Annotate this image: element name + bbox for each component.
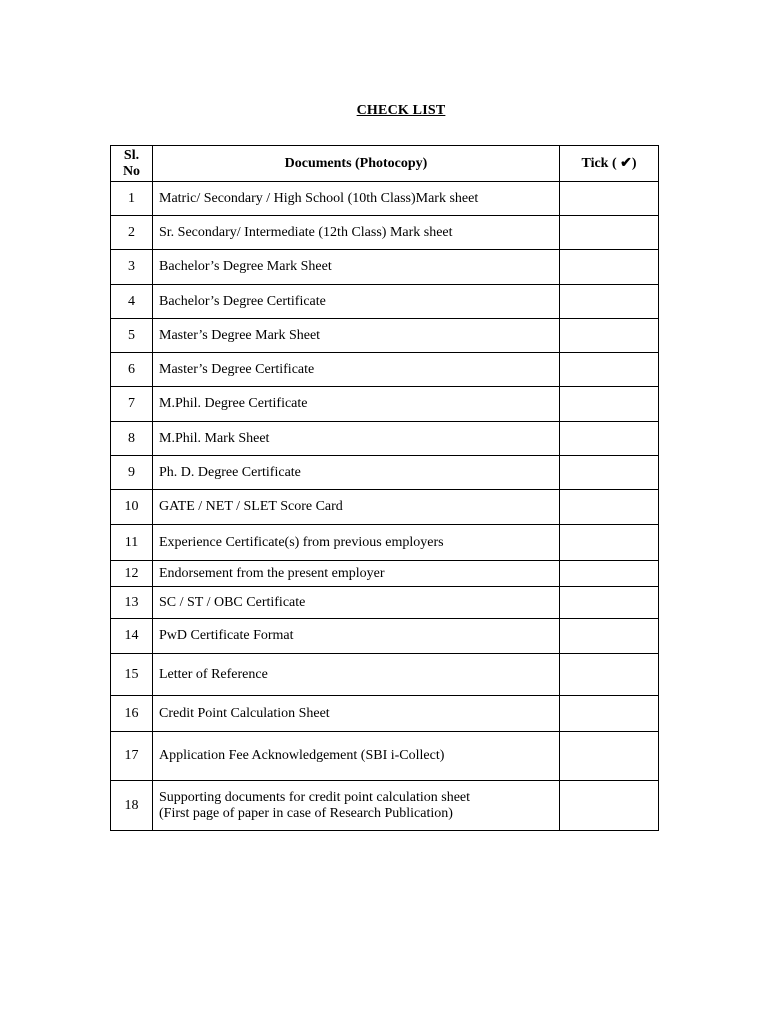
row-document: Bachelor’s Degree Mark Sheet xyxy=(153,250,560,285)
table-row xyxy=(111,654,659,696)
table-row xyxy=(111,587,659,619)
row-sl-no: 16 xyxy=(111,696,153,732)
row-document: Ph. D. Degree Certificate xyxy=(153,456,560,490)
table-row xyxy=(111,319,659,353)
row-document: Bachelor’s Degree Certificate xyxy=(153,285,560,319)
row-tick-cell[interactable] xyxy=(560,781,659,831)
table-row xyxy=(111,696,659,732)
row-document: Credit Point Calculation Sheet xyxy=(153,696,560,732)
row-tick-cell[interactable] xyxy=(560,353,659,387)
row-tick-cell[interactable] xyxy=(560,182,659,216)
row-tick-cell[interactable] xyxy=(560,490,659,525)
row-sl-no: 12 xyxy=(111,561,153,587)
row-document: M.Phil. Degree Certificate xyxy=(153,387,560,422)
table-row xyxy=(111,422,659,456)
row-sl-no: 8 xyxy=(111,422,153,456)
page-title: CHECK LIST xyxy=(356,103,446,118)
row-sl-no: 5 xyxy=(111,319,153,353)
row-tick-cell[interactable] xyxy=(560,456,659,490)
row-sl-no: 17 xyxy=(111,732,153,781)
row-tick-cell[interactable] xyxy=(560,422,659,456)
row-sl-no: 2 xyxy=(111,216,153,250)
row-document: SC / ST / OBC Certificate xyxy=(153,587,560,619)
row-tick-cell[interactable] xyxy=(560,561,659,587)
table-row xyxy=(111,525,659,561)
row-document: Endorsement from the present employer xyxy=(153,561,560,587)
row-tick-cell[interactable] xyxy=(560,587,659,619)
row-document: Sr. Secondary/ Intermediate (12th Class) Mark sheet xyxy=(153,216,560,250)
table-row xyxy=(111,182,659,216)
row-document: Experience Certificate(s) from previous employers xyxy=(153,525,560,561)
row-tick-cell[interactable] xyxy=(560,732,659,781)
row-sl-no: 7 xyxy=(111,387,153,422)
checklist-table xyxy=(110,145,659,831)
table-header-row xyxy=(111,146,659,182)
row-tick-cell[interactable] xyxy=(560,250,659,285)
table-row xyxy=(111,387,659,422)
row-document: Letter of Reference xyxy=(153,654,560,696)
row-tick-cell[interactable] xyxy=(560,696,659,732)
row-tick-cell[interactable] xyxy=(560,319,659,353)
row-sl-no: 6 xyxy=(111,353,153,387)
row-sl-no: 4 xyxy=(111,285,153,319)
table-row xyxy=(111,781,659,831)
table-row xyxy=(111,561,659,587)
row-tick-cell[interactable] xyxy=(560,619,659,654)
row-document: GATE / NET / SLET Score Card xyxy=(153,490,560,525)
row-document: Master’s Degree Certificate xyxy=(153,353,560,387)
row-sl-no: 14 xyxy=(111,619,153,654)
row-document: Master’s Degree Mark Sheet xyxy=(153,319,560,353)
row-sl-no: 3 xyxy=(111,250,153,285)
row-document: PwD Certificate Format xyxy=(153,619,560,654)
row-sl-no: 1 xyxy=(111,182,153,216)
row-document: Supporting documents for credit point calculation sheet (First page of paper in case of Research Publication) xyxy=(153,781,560,831)
table-row xyxy=(111,490,659,525)
table-row xyxy=(111,285,659,319)
row-tick-cell[interactable] xyxy=(560,216,659,250)
row-document: Application Fee Acknowledgement (SBI i-Collect) xyxy=(153,732,560,781)
row-document: Matric/ Secondary / High School (10th Class)Mark sheet xyxy=(153,182,560,216)
table-row xyxy=(111,456,659,490)
row-sl-no: 9 xyxy=(111,456,153,490)
row-tick-cell[interactable] xyxy=(560,285,659,319)
table-row xyxy=(111,216,659,250)
table-row xyxy=(111,250,659,285)
row-tick-cell[interactable] xyxy=(560,525,659,561)
table-row xyxy=(111,619,659,654)
row-sl-no: 10 xyxy=(111,490,153,525)
row-document: M.Phil. Mark Sheet xyxy=(153,422,560,456)
header-tick: Tick ( ✔) xyxy=(560,146,659,182)
row-sl-no: 11 xyxy=(111,525,153,561)
header-sl-no: Sl. No xyxy=(111,146,153,182)
row-sl-no: 13 xyxy=(111,587,153,619)
row-tick-cell[interactable] xyxy=(560,387,659,422)
row-tick-cell[interactable] xyxy=(560,654,659,696)
table-row xyxy=(111,732,659,781)
row-sl-no: 15 xyxy=(111,654,153,696)
header-documents: Documents (Photocopy) xyxy=(153,146,560,182)
table-row xyxy=(111,353,659,387)
row-sl-no: 18 xyxy=(111,781,153,831)
